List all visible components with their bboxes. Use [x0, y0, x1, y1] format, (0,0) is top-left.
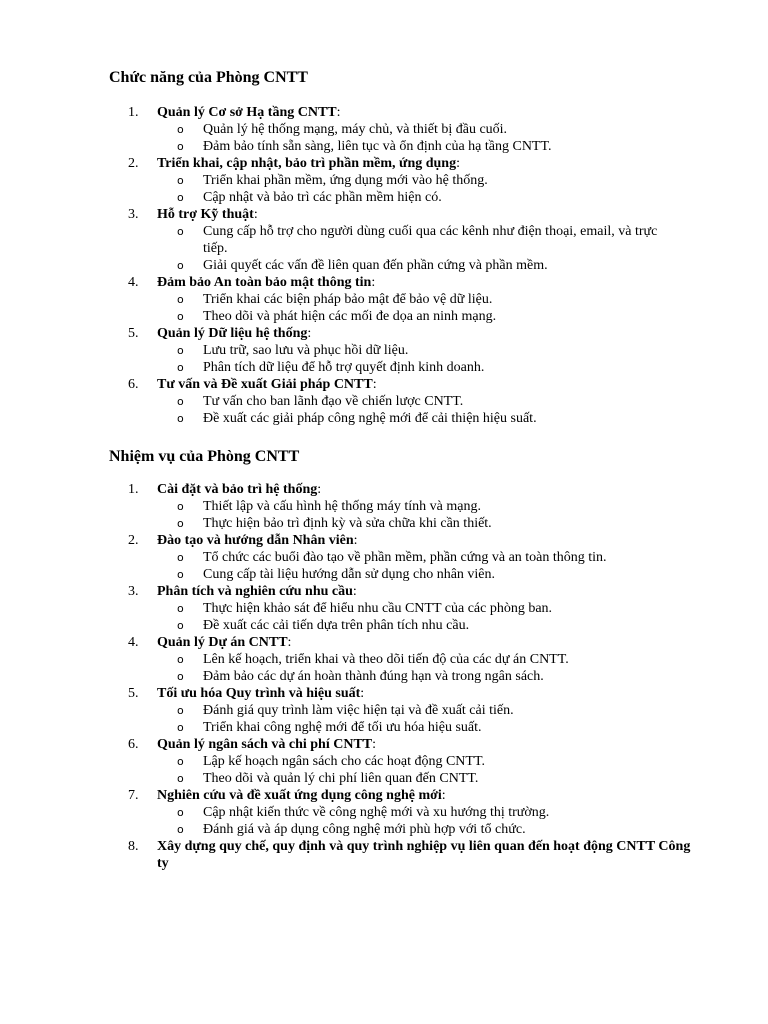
sub-item-text: Đề xuất các cải tiến dựa trên phân tích nhu cầu. — [203, 618, 470, 633]
sub-item-text: Phân tích dữ liệu để hỗ trợ quyết định kinh doanh. — [203, 360, 485, 375]
sub-list-item — [0, 138, 768, 155]
sub-item-text: Đảm bảo các dự án hoàn thành đúng hạn và trong ngân sách. — [203, 669, 544, 684]
sub-list-item — [0, 566, 768, 583]
list-item — [0, 104, 768, 155]
sub-list — [0, 498, 768, 532]
item-heading — [157, 481, 697, 498]
item-number: 7. — [128, 788, 139, 803]
bullet-icon: o — [177, 721, 184, 734]
sub-item-text: Thực hiện khảo sát để hiểu nhu cầu CNTT của các phòng ban. — [203, 601, 553, 616]
sub-item-text: Lưu trữ, sao lưu và phục hồi dữ liệu. — [203, 343, 409, 358]
list-item — [0, 583, 768, 634]
item-heading-text: Xây dựng quy chế, quy định và quy trình nghiệp vụ liên quan đến hoạt động CNTT Công ty — [157, 839, 691, 871]
item-heading-colon: : — [372, 737, 377, 752]
item-heading-colon: : — [371, 275, 376, 290]
sub-item-text: Cập nhật kiến thức về công nghệ mới và xu hướng thị trường. — [203, 805, 550, 820]
item-number: 8. — [128, 839, 139, 854]
item-heading-text: Quản lý Cơ sở Hạ tầng CNTT — [157, 105, 337, 120]
sub-list — [0, 651, 768, 685]
sub-list-item — [0, 702, 768, 719]
sub-list-item — [0, 821, 768, 838]
sub-item-text: Lập kế hoạch ngân sách cho các hoạt động CNTT. — [203, 754, 485, 769]
item-heading-colon: : — [253, 207, 258, 222]
item-heading-text: Đào tạo và hướng dẫn Nhân viên — [157, 533, 354, 548]
bullet-icon: o — [177, 140, 184, 153]
list-item — [0, 206, 768, 274]
item-heading-text: Quản lý ngân sách và chi phí CNTT — [157, 737, 373, 752]
item-heading-colon: : — [336, 105, 341, 120]
item-number: 6. — [128, 737, 139, 752]
item-heading — [157, 736, 697, 753]
bullet-icon: o — [177, 395, 184, 408]
sub-list-item — [0, 719, 768, 736]
section-title-duties: Nhiệm vụ của Phòng CNTT — [109, 448, 300, 465]
bullet-icon: o — [177, 823, 184, 836]
item-heading-text: Cài đặt và bảo trì hệ thống — [157, 482, 318, 497]
item-heading-text: Triển khai, cập nhật, bảo trì phần mềm, ứng dụng — [157, 156, 457, 171]
sub-item-text: Đề xuất các giải pháp công nghệ mới để cải thiện hiệu suất. — [203, 411, 537, 426]
bullet-icon: o — [177, 755, 184, 768]
list-item — [0, 481, 768, 532]
item-heading-text: Tư vấn và Đề xuất Giải pháp CNTT — [157, 377, 373, 392]
item-number: 3. — [128, 584, 139, 599]
sub-item-text: Theo dõi và phát hiện các mối đe dọa an ninh mạng. — [203, 309, 497, 324]
sub-list-item — [0, 223, 768, 257]
sub-list-item — [0, 515, 768, 532]
sub-item-text: Triển khai công nghệ mới để tối ưu hóa hiệu suất. — [203, 720, 482, 735]
list-item — [0, 787, 768, 838]
list-item — [0, 376, 768, 427]
sub-list-item — [0, 393, 768, 410]
sub-item-text: Triển khai các biện pháp bảo mật để bảo vệ dữ liệu. — [203, 292, 493, 307]
sub-item-text: Theo dõi và quản lý chi phí liên quan đến CNTT. — [203, 771, 479, 786]
sub-item-text: Thiết lập và cấu hình hệ thống máy tính và mạng. — [203, 499, 481, 514]
item-heading-text: Hỗ trợ Kỹ thuật — [157, 207, 254, 222]
sub-list-item — [0, 172, 768, 189]
sub-list — [0, 223, 768, 274]
list-item — [0, 532, 768, 583]
bullet-icon: o — [177, 602, 184, 615]
sub-item-text: Đánh giá quy trình làm việc hiện tại và đề xuất cải tiến. — [203, 703, 514, 718]
sub-list-item — [0, 257, 768, 274]
sub-list — [0, 172, 768, 206]
sub-list — [0, 549, 768, 583]
bullet-icon: o — [177, 568, 184, 581]
bullet-icon: o — [177, 806, 184, 819]
sub-list-item — [0, 804, 768, 821]
item-heading-colon: : — [352, 584, 357, 599]
item-heading — [157, 685, 697, 702]
item-heading-colon: : — [456, 156, 460, 171]
item-heading-text: Đảm bảo An toàn bảo mật thông tin — [157, 275, 372, 290]
item-heading — [157, 206, 697, 223]
item-number: 3. — [128, 207, 139, 222]
sub-list-item — [0, 410, 768, 427]
item-heading-colon: : — [360, 686, 365, 701]
item-heading-text: Nghiên cứu và đề xuất ứng dụng công nghệ mới — [157, 788, 442, 803]
bullet-icon: o — [177, 361, 184, 374]
item-heading-colon: : — [307, 326, 312, 341]
bullet-icon: o — [177, 670, 184, 683]
item-heading — [157, 583, 697, 600]
item-number: 5. — [128, 326, 139, 341]
sub-list-item — [0, 549, 768, 566]
item-heading — [157, 787, 697, 804]
item-heading-colon: : — [372, 377, 377, 392]
sub-item-text: Đánh giá và áp dụng công nghệ mới phù hợp với tổ chức. — [203, 822, 526, 837]
bullet-icon: o — [177, 704, 184, 717]
item-heading-colon: : — [441, 788, 446, 803]
item-number: 4. — [128, 635, 139, 650]
item-heading-text: Quản lý Dự án CNTT — [157, 635, 288, 650]
list-item — [0, 736, 768, 787]
sub-list — [0, 600, 768, 634]
bullet-icon: o — [177, 619, 184, 632]
item-number: 2. — [128, 533, 139, 548]
item-heading — [157, 376, 697, 393]
functions-list — [0, 104, 768, 427]
item-heading-colon: : — [287, 635, 292, 650]
item-number: 2. — [128, 156, 139, 171]
sub-list-item — [0, 291, 768, 308]
item-heading — [157, 104, 697, 121]
sub-list-item — [0, 189, 768, 206]
sub-list — [0, 342, 768, 376]
item-number: 6. — [128, 377, 139, 392]
sub-item-text: Cập nhật và bảo trì các phần mềm hiện có. — [203, 190, 442, 205]
sub-item-text: Giải quyết các vấn đề liên quan đến phần cứng và phần mềm. — [203, 258, 548, 273]
list-item — [0, 634, 768, 685]
item-heading — [157, 274, 697, 291]
sub-list-item — [0, 121, 768, 138]
bullet-icon: o — [177, 123, 184, 136]
item-heading — [157, 838, 697, 872]
item-number: 1. — [128, 105, 139, 120]
item-heading-colon: : — [353, 533, 358, 548]
sub-list-item — [0, 359, 768, 376]
sub-list-item — [0, 600, 768, 617]
sub-list-item — [0, 753, 768, 770]
sub-list-item — [0, 308, 768, 325]
bullet-icon: o — [177, 225, 184, 238]
section-title-functions: Chức năng của Phòng CNTT — [109, 69, 308, 86]
item-number: 1. — [128, 482, 139, 497]
list-item — [0, 274, 768, 325]
sub-item-text: Triển khai phần mềm, ứng dụng mới vào hệ thống. — [203, 173, 488, 188]
sub-list-item — [0, 651, 768, 668]
sub-item-text: Cung cấp hỗ trợ cho người dùng cuối qua các kênh như điện thoại, email, và trực tiếp. — [203, 224, 658, 256]
bullet-icon: o — [177, 653, 184, 666]
bullet-icon: o — [177, 293, 184, 306]
item-heading-text: Tối ưu hóa Quy trình và hiệu suất — [157, 686, 361, 701]
sub-list-item — [0, 668, 768, 685]
bullet-icon: o — [177, 259, 184, 272]
duties-list — [0, 481, 768, 872]
bullet-icon: o — [177, 174, 184, 187]
bullet-icon: o — [177, 551, 184, 564]
list-item — [0, 838, 768, 872]
bullet-icon: o — [177, 191, 184, 204]
bullet-icon: o — [177, 500, 184, 513]
sub-list — [0, 753, 768, 787]
item-heading-text: Quản lý Dữ liệu hệ thống — [157, 326, 308, 341]
bullet-icon: o — [177, 772, 184, 785]
sub-list-item — [0, 498, 768, 515]
sub-item-text: Tư vấn cho ban lãnh đạo về chiến lược CNTT. — [203, 394, 464, 409]
sub-item-text: Quản lý hệ thống mạng, máy chủ, và thiết bị đầu cuối. — [203, 122, 508, 137]
item-heading — [157, 325, 697, 342]
bullet-icon: o — [177, 344, 184, 357]
sub-list — [0, 804, 768, 838]
list-item — [0, 155, 768, 206]
sub-list — [0, 291, 768, 325]
sub-list — [0, 393, 768, 427]
sub-item-text: Lên kế hoạch, triển khai và theo dõi tiến độ của các dự án CNTT. — [203, 652, 569, 667]
sub-item-text: Cung cấp tài liệu hướng dẫn sử dụng cho nhân viên. — [203, 567, 496, 582]
sub-item-text: Thực hiện bảo trì định kỳ và sửa chữa khi cần thiết. — [203, 516, 492, 531]
list-item — [0, 325, 768, 376]
sub-item-text: Tổ chức các buổi đào tạo về phần mềm, phần cứng và an toàn thông tin. — [203, 550, 607, 565]
bullet-icon: o — [177, 412, 184, 425]
list-item — [0, 685, 768, 736]
sub-list-item — [0, 770, 768, 787]
bullet-icon: o — [177, 517, 184, 530]
item-heading-colon: : — [317, 482, 322, 497]
item-heading — [157, 155, 697, 172]
sub-list — [0, 702, 768, 736]
sub-list — [0, 121, 768, 155]
sub-list-item — [0, 617, 768, 634]
item-heading — [157, 634, 697, 651]
sub-list-item — [0, 342, 768, 359]
bullet-icon: o — [177, 310, 184, 323]
sub-item-text: Đảm bảo tính sẵn sàng, liên tục và ổn định của hạ tầng CNTT. — [203, 139, 552, 154]
item-number: 4. — [128, 275, 139, 290]
item-number: 5. — [128, 686, 139, 701]
item-heading-text: Phân tích và nghiên cứu nhu cầu — [157, 584, 353, 599]
item-heading — [157, 532, 697, 549]
